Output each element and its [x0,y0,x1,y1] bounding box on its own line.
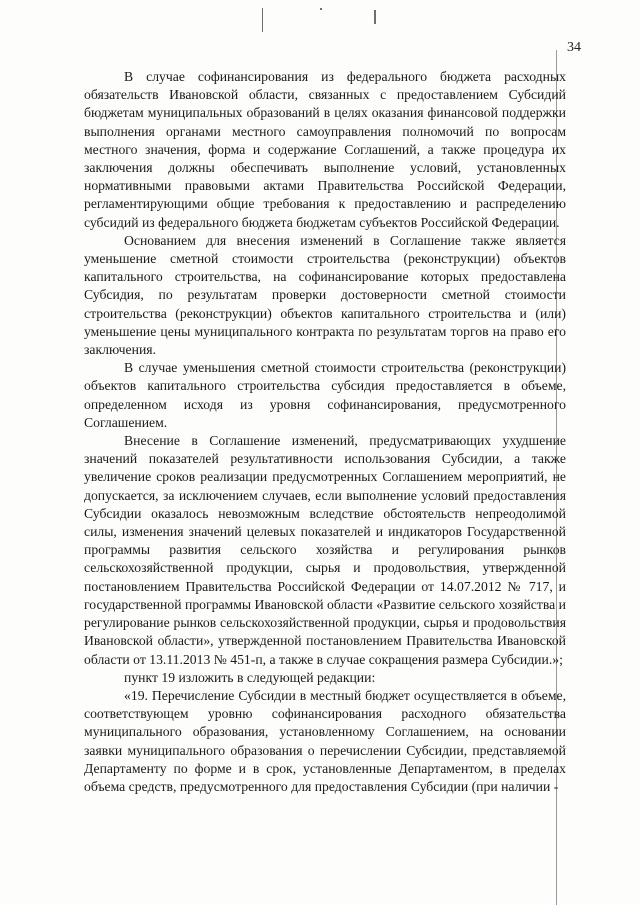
scan-mark-top-left [262,8,263,32]
paragraph-clause-19: «19. Перечисление Субсидии в местный бюджет осуществляется в объеме, соответствующем уровню софинансирования расходного обязательства муниципального образования, установленному Соглашением, на основании заявки муниципального образования о перечислении Субсидии, представляемой Департаменту по форме и в срок, установленные Департаментом, в пределах объема средств, предусмотренного для предоставления Субсидии (при наличии - [84,687,566,794]
scan-mark-top-right [374,10,376,24]
paragraph-cost-reduction: В случае уменьшения сметной стоимости строительства (реконструкции) объектов капитального строительства субсидия предоставляется в объеме, определенном исходя из уровня софинансирования, предусмотренного Соглашением. [84,360,566,430]
paragraph-amendment-basis: Основанием для внесения изменений в Соглашение также является уменьшение сметной стоимости строительства (реконструкции) объектов капитального строительства, на софинансирование которых предоставлена Субсидия, по результатам проверки достоверности сметной стоимости строительства (реконструкции) объектов капитального строительства и (или) уменьшение цены муниципального контракта по результатам торгов на право его заключения. [84,232,566,358]
page-number: 34 [567,40,581,55]
paragraph-cofinancing: В случае софинансирования из федерального бюджета расходных обязательств Ивановской области, связанных с предоставлением Субсидий бюджетам муниципальных образований в целях оказания финансовой поддержки выполнения органами местного самоуправления полномочий по вопросам местного значения, форма и содержание Соглашений, а также процедура их заключения должны обеспечивать выполнение условий, установленных нормативными правовыми актами Правительства Российской Федерации, регламентирующими общие требования к предоставлению и распределению субсидий из федерального бюджета бюджетам субъектов Российской Федерации. [84,69,566,230]
scan-mark-top-dot [320,8,322,10]
paragraph-amendment-restrictions: Внесение в Соглашение изменений, предусматривающих ухудшение значений показателей результативности использования Субсидии, а также увеличение сроков реализации предусмотренных Соглашением мероприятий, не допускается, за исключением случаев, если выполнение условий предоставления Субсидии оказалось невозможным вследствие обстоятельств непреодолимой силы, изменения значений целевых показателей и индикаторов Государственной программы развития сельского хозяйства и регулирования рынков сельскохозяйственной продукции, сырья и продовольствия, утвержденной постановлением Правительства Российской Федерации от 14.07.2012 № 717, и государственной программы Ивановской области «Развитие сельского хозяйства и регулирование рынков сельскохозяйственной продукции, сырья и продовольствия Ивановской области», утвержденной постановлением Правительства Ивановской области от 13.11.2013 № 451-п, а также в случае сокращения размера Субсидии.»; [84,433,566,667]
document-body [84,68,566,796]
paragraph-clause-19-intro: пункт 19 изложить в следующей редакции: [124,669,376,685]
